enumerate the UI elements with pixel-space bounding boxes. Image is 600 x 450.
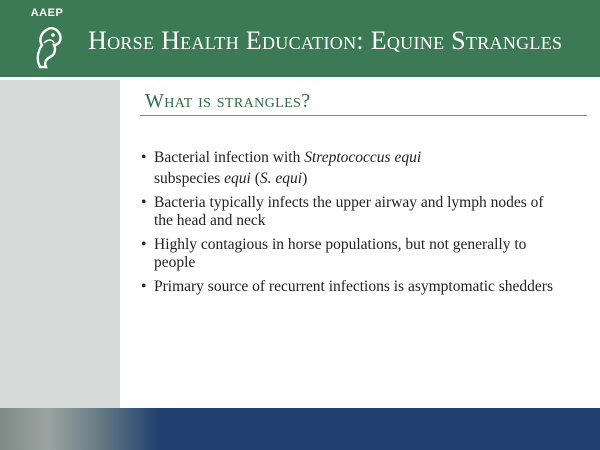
bullet-list: [141, 149, 561, 296]
bullet-item: [141, 236, 561, 272]
bullet-text: Bacterial infection with: [154, 149, 305, 166]
bullet-italic-text: S. equi: [259, 170, 303, 187]
bullet-text: Bacteria typically infects the upper airway and lymph nodes of the head and neck: [154, 194, 544, 229]
bullet-dot: •: [141, 236, 147, 253]
bullet-item: [141, 149, 561, 188]
bullet-dot: •: [141, 194, 147, 211]
bullet-text: Primary source of recurrent infections is asymptomatic shedders: [154, 278, 554, 295]
bullet-item: [141, 194, 561, 230]
horse-head-icon: [26, 21, 68, 69]
bullet-line: [154, 170, 561, 188]
bullet-text: Highly contagious in horse populations, but not generally to people: [154, 236, 527, 271]
bullet-dot: •: [141, 149, 147, 166]
bullet-italic-text: equi: [224, 170, 251, 187]
bullet-text: (: [250, 170, 260, 187]
bullet-italic-text: Streptococcus equi: [304, 149, 422, 166]
aaep-logo: [16, 7, 78, 71]
bullet-dot: •: [141, 278, 147, 295]
left-side-panel: [0, 80, 120, 408]
title-underline: [140, 115, 587, 116]
logo-text: AAEP: [30, 7, 64, 19]
bullet-text: subspecies: [154, 170, 225, 187]
bullet-item: [141, 278, 561, 296]
bullet-text: ): [302, 170, 308, 187]
header-title: Horse Health Education: Equine Strangles: [88, 26, 563, 55]
footer-horse-photo: [0, 408, 160, 450]
slide-title: What is strangles?: [145, 90, 311, 112]
